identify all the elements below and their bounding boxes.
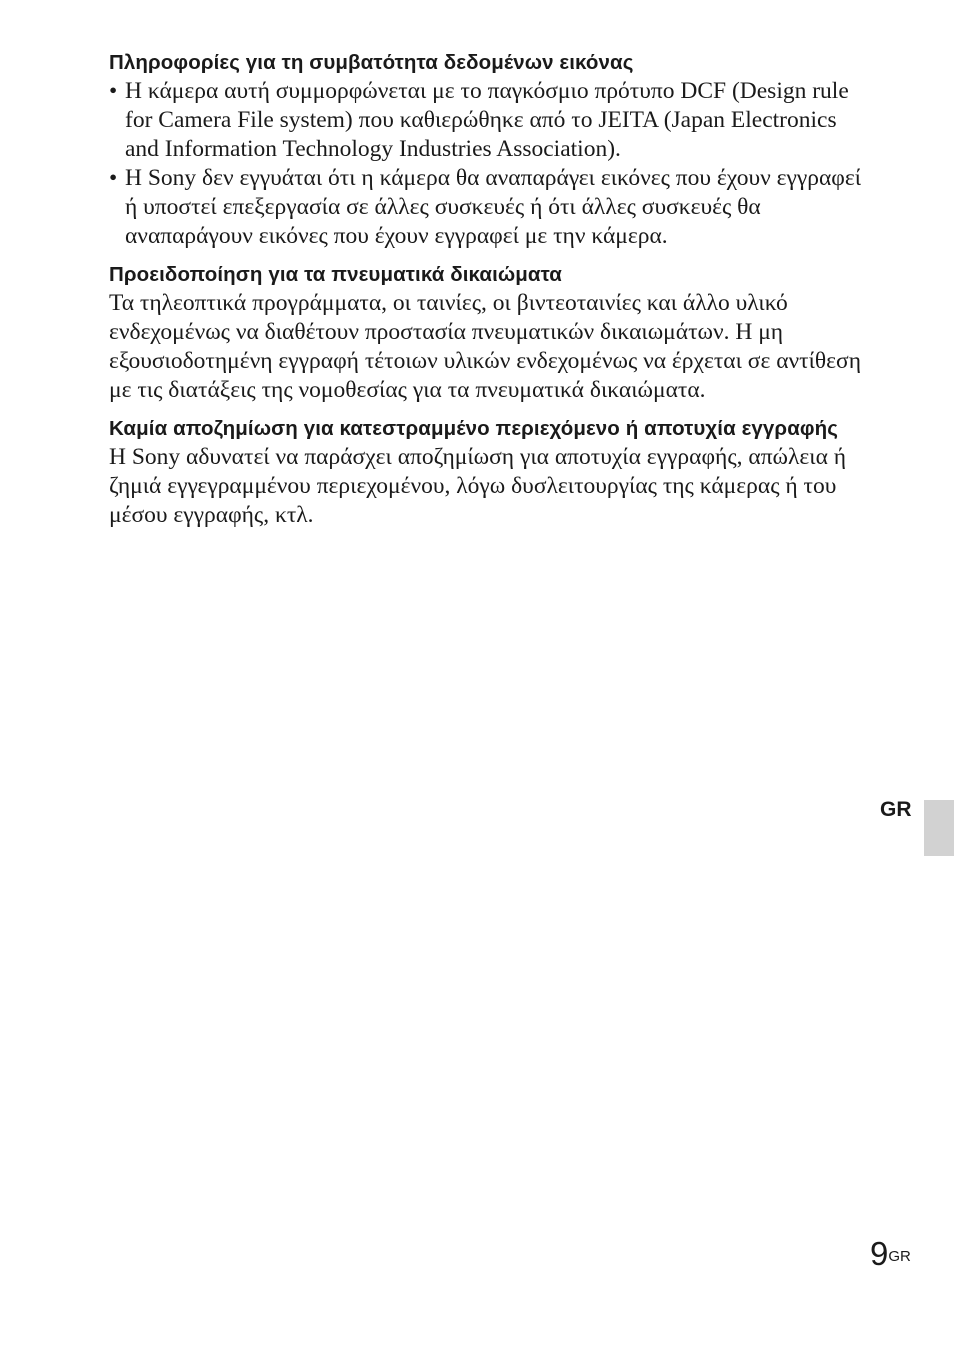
section-image-data-compatibility [109, 48, 869, 251]
bullet-list [109, 77, 869, 251]
section-heading: Προειδοποίηση για τα πνευματικά δικαιώματα [109, 263, 563, 286]
section-no-compensation [109, 414, 869, 530]
section-heading: Καμία αποζημίωση για κατεστραμμένο περιεχόμενο ή αποτυχία εγγραφής [109, 417, 839, 440]
section-paragraph: Η Sony αδυνατεί να παράσχει αποζημίωση για αποτυχία εγγραφής, απώλεια ή ζημιά εγγεγραμμένου περιεχομένου, λόγω δυσλειτουργίας της κάμερας ή του μέσου εγγραφής, κτλ. [109, 444, 847, 528]
page-number-suffix: GR [888, 1248, 911, 1265]
page-number [870, 1236, 911, 1272]
language-tab-marker [924, 800, 954, 856]
page-content [109, 48, 869, 530]
bullet-item: • Η Sony δεν εγγυάται ότι η κάμερα θα αναπαράγει εικόνες που έχουν εγγραφεί ή υποστεί επεξεργασία σε άλλες συσκευές ή ότι άλλες συσκευές θα αναπαράγουν εικόνες που έχουν εγγραφεί με την κάμερα. [109, 164, 869, 251]
bullet-item: • Η κάμερα αυτή συμμορφώνεται με το παγκόσμιο πρότυπο DCF (Design rule for Camera File system) που καθιερώθηκε από το JEITA (Japan Electronics and Information Technology Industries Association). [109, 77, 869, 164]
language-tab-label: GR [880, 798, 912, 821]
page-number-value: 9 [870, 1235, 889, 1272]
section-paragraph: Τα τηλεοπτικά προγράμματα, οι ταινίες, οι βιντεοταινίες και άλλο υλικό ενδεχομένως να διαθέτουν προστασία πνευματικών δικαιωμάτων. Η μη εξουσιοδοτημένη εγγραφή τέτοιων υλικών ενδεχομένως να έρχεται σε αντίθεση με τις διατάξεις της νομοθεσίας για τα πνευματικά δικαιώματα. [109, 290, 861, 403]
section-heading: Πληροφορίες για τη συμβατότητα δεδομένων εικόνας [109, 51, 634, 74]
section-copyright-warning [109, 260, 869, 405]
